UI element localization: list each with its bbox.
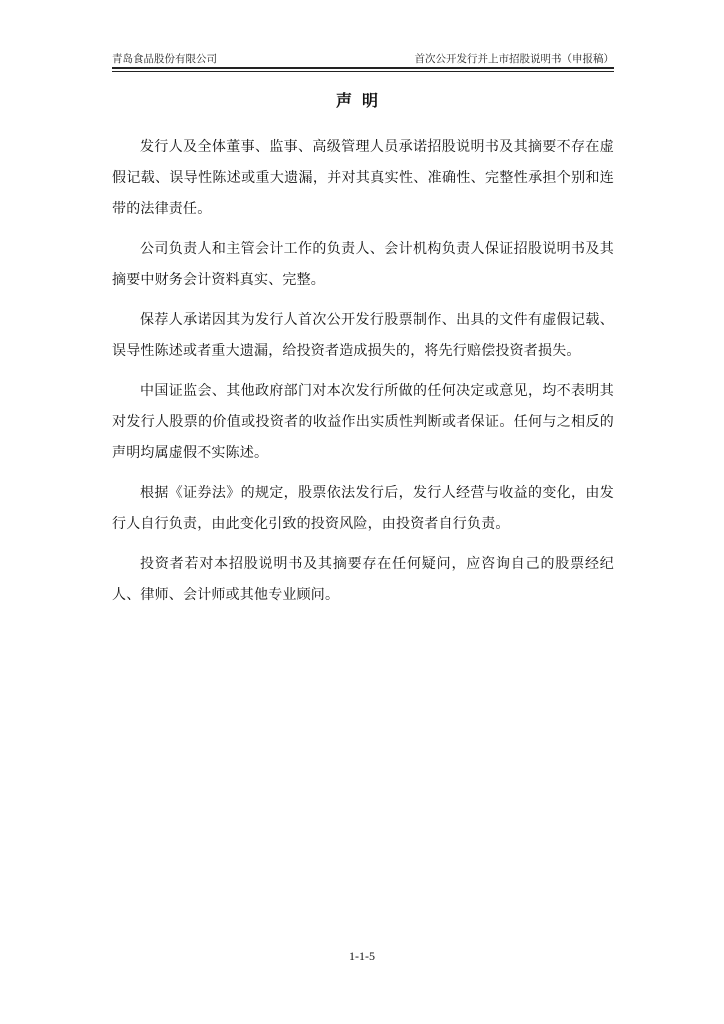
paragraph-4: 中国证监会、其他政府部门对本次发行所做的任何决定或意见，均不表明其对发行人股票的价值或投资者的收益作出实质性判断或者保证。任何与之相反的声明均属虚假不实陈述。	[112, 383, 614, 461]
paragraph-1: 发行人及全体董事、监事、高级管理人员承诺招股说明书及其摘要不存在虚假记载、误导性陈述或重大遗漏，并对其真实性、准确性、完整性承担个别和连带的法律责任。	[112, 139, 614, 217]
paragraph-6: 投资者若对本招股说明书及其摘要存在任何疑问，应咨询自己的股票经纪人、律师、会计师或其他专业顾问。	[112, 556, 614, 603]
page-header	[112, 50, 614, 68]
paragraph-2: 公司负责人和主管会计工作的负责人、会计机构负责人保证招股说明书及其摘要中财务会计资料真实、完整。	[112, 241, 614, 288]
header-company-name: 青岛食品股份有限公司	[112, 53, 217, 65]
header-rule-thick	[112, 67, 614, 69]
header-rule-thin	[112, 71, 614, 72]
header-document-title: 首次公开发行并上市招股说明书（申报稿）	[414, 53, 614, 65]
page-title: 声明	[335, 91, 388, 110]
paragraph-5: 根据《证券法》的规定，股票依法发行后，发行人经营与收益的变化，由发行人自行负责，由此变化引致的投资风险，由投资者自行负责。	[112, 485, 614, 532]
statement-body	[112, 132, 614, 620]
paragraph-3: 保荐人承诺因其为发行人首次公开发行股票制作、出具的文件有虚假记载、误导性陈述或者重大遗漏，给投资者造成损失的，将先行赔偿投资者损失。	[112, 312, 614, 359]
page-number: 1-1-5	[349, 949, 375, 963]
